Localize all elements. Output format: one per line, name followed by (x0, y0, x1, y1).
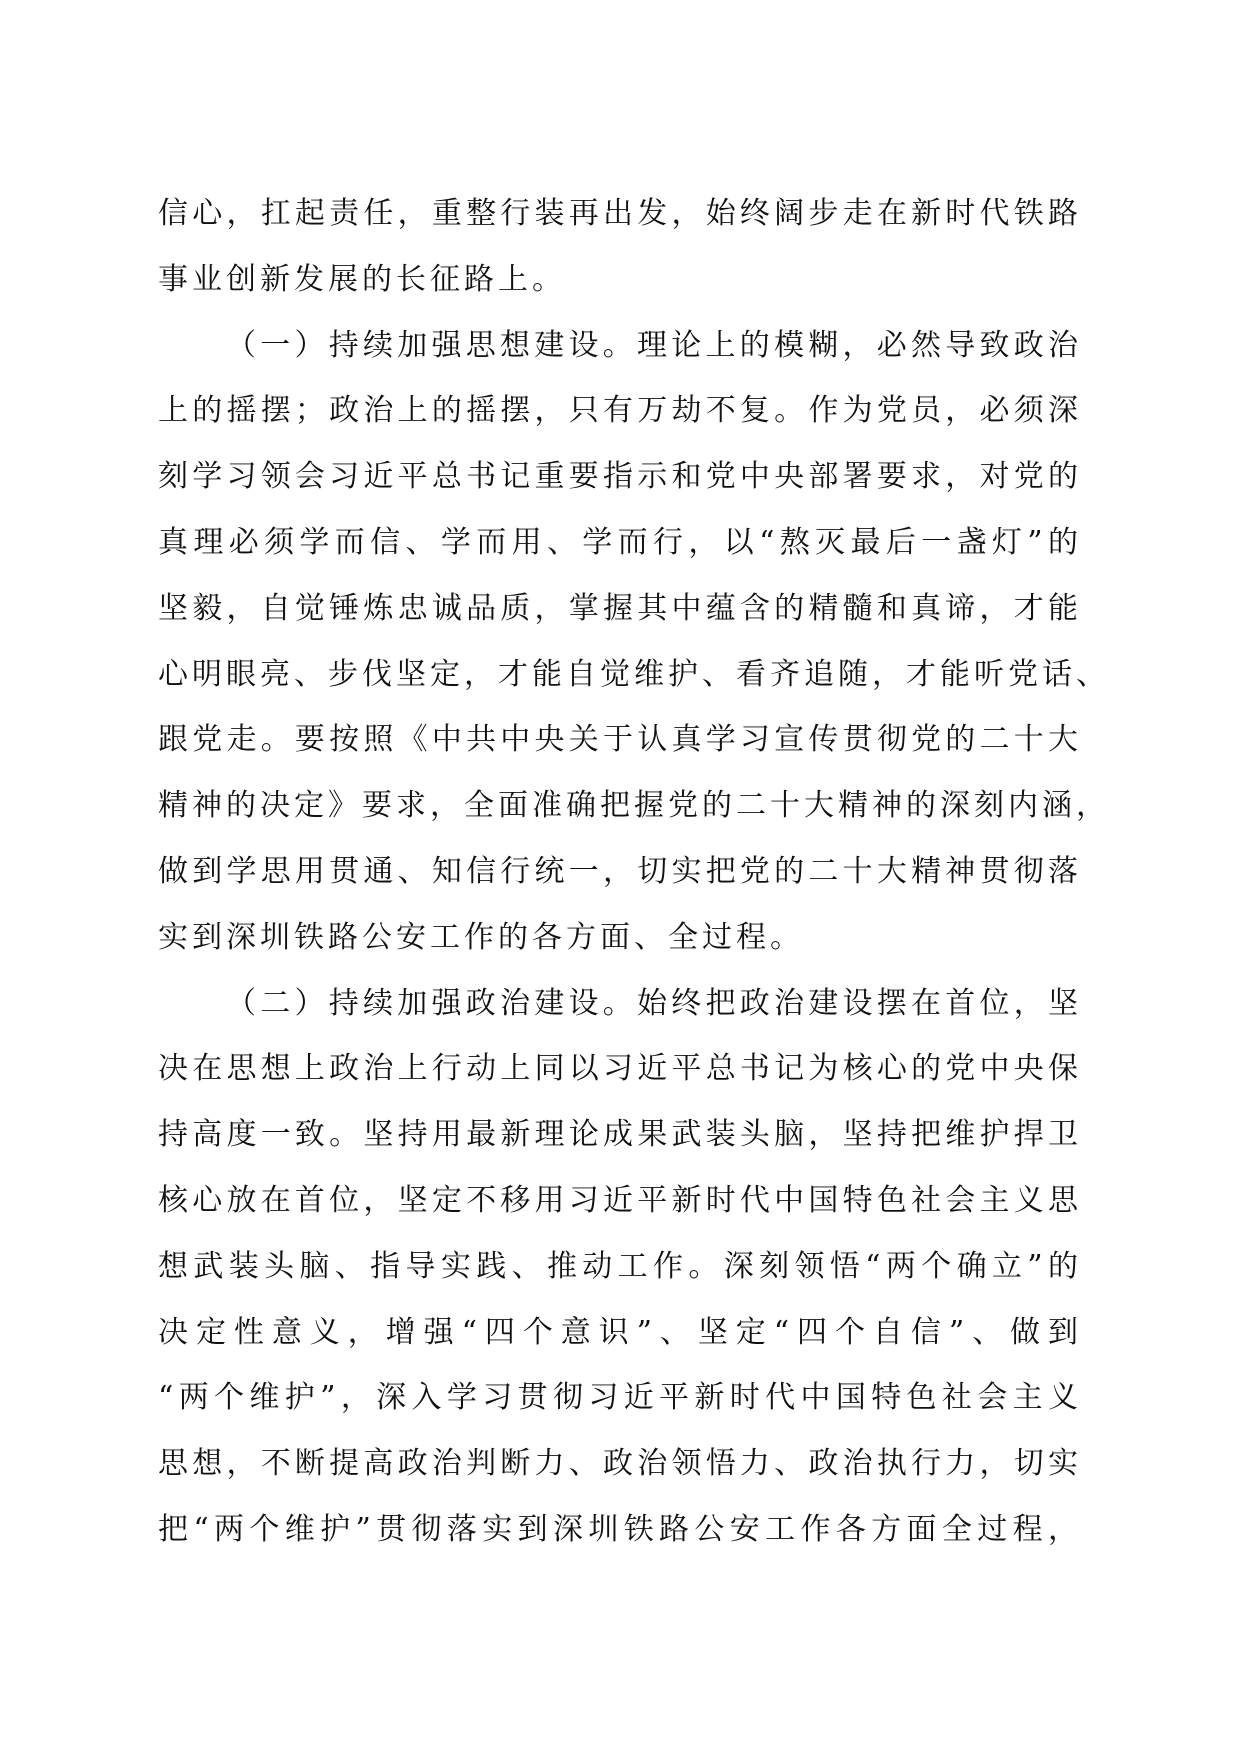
section-heading-line: （二）持续加强政治建设。始终把政治建设摆在首位，坚 (226, 985, 1082, 1021)
text-line: 心明眼亮、步伐坚定，才能自觉维护、看齐追随，才能听党话、 (158, 656, 1110, 692)
text-line: 把“两个维护”贯彻落实到深圳铁路公安工作各方面全过程， (158, 1511, 1082, 1547)
text-line: 实到深圳铁路公安工作的各方面、全过程。 (158, 919, 804, 955)
text-line: 跟党走。要按照《中共中央关于认真学习宣传贯彻党的二十大 (158, 722, 1082, 758)
text-line: “两个维护”，深入学习贯彻习近平新时代中国特色社会主义 (158, 1380, 1082, 1416)
text-line: 想武装头脑、指导实践、推动工作。深刻领悟“两个确立”的 (158, 1248, 1082, 1284)
paragraph-political-building (158, 981, 1082, 1573)
paragraph-thought-building (158, 323, 1110, 981)
text-line: 核心放在首位，坚定不移用习近平新时代中国特色社会主义思 (158, 1182, 1082, 1218)
text-line: 上的摇摆；政治上的摇摆，只有万劫不复。作为党员，必须深 (158, 393, 1082, 429)
text-line: 信心，扛起责任，重整行装再出发，始终阔步走在新时代铁路 (158, 196, 1082, 231)
text-line: 坚毅，自觉锤炼忠诚品质，掌握其中蕴含的精髓和真谛，才能 (158, 590, 1082, 626)
text-line: 事业创新发展的长征路上。 (158, 261, 566, 297)
section-heading-line: （一）持续加强思想建设。理论上的模糊，必然导致政治 (226, 327, 1082, 363)
text-line: 刻学习领会习近平总书记重要指示和党中央部署要求，对党的 (158, 459, 1082, 495)
paragraph-continuation (158, 191, 1082, 323)
text-line: 持高度一致。坚持用最新理论成果武装头脑，坚持把维护捍卫 (158, 1117, 1082, 1153)
text-line: 真理必须学而信、学而用、学而行，以“熬灭最后一盏灯”的 (158, 524, 1082, 560)
text-line: 决在思想上政治上行动上同以习近平总书记为核心的党中央保 (158, 1051, 1082, 1087)
text-line: 思想，不断提高政治判断力、政治领悟力、政治执行力，切实 (158, 1446, 1082, 1482)
text-line: 精神的决定》要求，全面准确把握党的二十大精神的深刻内涵， (158, 788, 1110, 824)
text-line: 做到学思用贯通、知信行统一，切实把党的二十大精神贯彻落 (158, 853, 1082, 889)
text-line: 决定性意义，增强“四个意识”、坚定“四个自信”、做到 (158, 1314, 1082, 1350)
document-page (158, 191, 1110, 1573)
